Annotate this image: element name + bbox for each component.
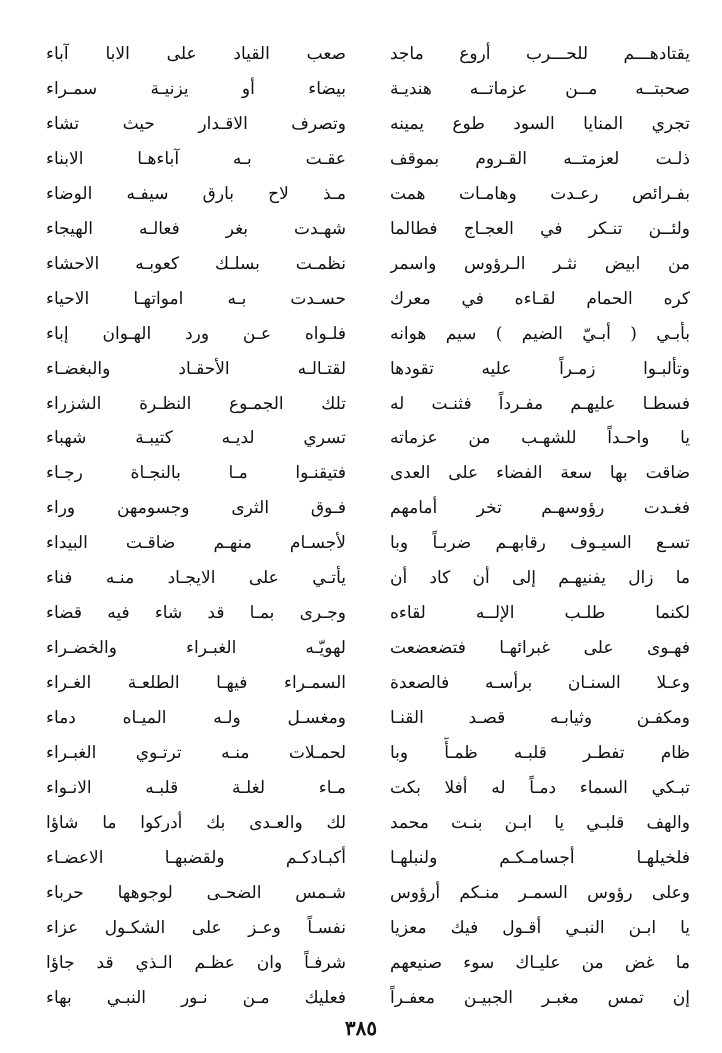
verse-first-hemistich: تجري المنايا السود طوع يمينه bbox=[390, 113, 690, 134]
verse-first-hemistich: ما غض من عليـاك سوء صنيعهم bbox=[390, 952, 690, 973]
verse-row bbox=[40, 108, 690, 140]
verse-row bbox=[40, 388, 690, 420]
verse-first-hemistich: وتألبـوا زمـراً عليه تقودها bbox=[390, 358, 690, 379]
verse-first-hemistich: لكنما طلـب الإلــه لقاءه bbox=[390, 603, 690, 624]
verse-row bbox=[40, 597, 690, 629]
verse-second-hemistich: مـاء لغلـة قلبـه الانـواء bbox=[46, 777, 346, 798]
verse-row bbox=[40, 807, 690, 839]
verse-row bbox=[40, 947, 690, 979]
verse-second-hemistich: السمـراء فيهـا الطلعـة الغـراء bbox=[46, 673, 346, 694]
verse-second-hemistich: وجـرى بمـا قد شاء فيه قضاء bbox=[46, 603, 346, 624]
verse-second-hemistich: يأتـي على الايجـاد منـه فناء bbox=[46, 568, 346, 589]
verse-row bbox=[40, 492, 690, 524]
verse-second-hemistich: شرفـاً وان عظـم الـذي قد جاؤا bbox=[46, 952, 346, 973]
verse-second-hemistich: لأجسـام منهـم ضاقـت البيداء bbox=[46, 533, 346, 554]
verse-row bbox=[40, 353, 690, 385]
verse-row bbox=[40, 38, 690, 70]
verse-first-hemistich: وعلى رؤوس السمـر منـكم أرؤوس bbox=[390, 882, 690, 903]
verse-first-hemistich: فسطـا عليهـم مفـرداً فثنـت له bbox=[390, 393, 690, 414]
verse-second-hemistich: لك والعـدى بك أدركوا ما شاؤا bbox=[46, 812, 346, 833]
verse-row bbox=[40, 422, 690, 454]
verse-second-hemistich: لحمـلات منـه ترتـوي الغبـراء bbox=[46, 743, 346, 763]
verse-second-hemistich: فـوق الثرى وجسومهن وراء bbox=[46, 498, 346, 519]
verse-second-hemistich: فلـواه عـن ورد الهـوان إباء bbox=[46, 323, 346, 344]
verse-first-hemistich: فهـوى على غبرائهـا فتضعضعت bbox=[390, 638, 690, 659]
verse-second-hemistich: مـذ لاح بارق سيفـه الوضاء bbox=[46, 183, 346, 204]
verse-row bbox=[40, 737, 690, 769]
verse-first-hemistich: ضاقت بها سعة الفضاء على العدى bbox=[390, 463, 690, 484]
verse-second-hemistich: صعب القياد على الابا آباء bbox=[46, 44, 346, 64]
verse-first-hemistich: تبـكي السماء دمـاً له أفلا بكت bbox=[390, 777, 690, 798]
verse-first-hemistich: بفـرائص رعـدت وهامـات همت bbox=[390, 183, 690, 204]
verse-row bbox=[40, 667, 690, 699]
verse-row bbox=[40, 143, 690, 175]
verse-second-hemistich: عقـت بـه آباءهـا الابناء bbox=[46, 148, 346, 169]
verse-first-hemistich: فغـدت رؤوسهـم تخر أمامهم bbox=[390, 498, 690, 519]
verse-second-hemistich: تسري لديـه كتيبـة شهباء bbox=[46, 428, 346, 449]
verse-first-hemistich: فلخيلهـا أجسامـكـم ولنبلهـا bbox=[390, 847, 690, 868]
verse-row bbox=[40, 457, 690, 489]
verse-row bbox=[40, 982, 690, 1014]
verse-first-hemistich: كره الحمام لقـاءه في معرك bbox=[390, 288, 690, 309]
verse-second-hemistich: وتصرف الاقـدار حيث تشاء bbox=[46, 113, 346, 134]
verse-second-hemistich: أكبـادكـم ولقضبهـا الاعضـاء bbox=[46, 847, 346, 868]
verse-first-hemistich: إن تمس مغبـر الجبيـن معفـراً bbox=[390, 987, 690, 1008]
verse-row bbox=[40, 842, 690, 874]
verse-row bbox=[40, 632, 690, 664]
verse-first-hemistich: ومكفـن وثيابـه قصـد القنـا bbox=[390, 708, 690, 729]
verse-second-hemistich: تلك الجمـوع النظـرة الشزراء bbox=[46, 393, 346, 414]
verse-first-hemistich: ولئــن تنـكر في العجـاج فطالما bbox=[390, 218, 690, 239]
page-number: ٣٨٥ bbox=[344, 1016, 378, 1040]
verse-first-hemistich: وعـلا السنـان برأسـه فالصعدة bbox=[390, 673, 690, 694]
verse-first-hemistich: يا ابـن النبـي أقـول فيك معزيا bbox=[390, 917, 690, 938]
verse-row bbox=[40, 318, 690, 350]
verse-first-hemistich: بأبـي ( أبـيّ الضيم ) سيم هوانه bbox=[390, 323, 690, 344]
verse-first-hemistich: تسـع السيـوف رقابهـم ضربـاً وبا bbox=[390, 533, 690, 554]
verse-first-hemistich: ظام تفطـر قلبـه ظمـأً وبا bbox=[390, 743, 690, 763]
verse-first-hemistich: صحبتــه مــن عزماتــه هنديـة bbox=[390, 78, 690, 99]
verse-second-hemistich: حسـدت بـه امواتهـا الاحياء bbox=[46, 288, 346, 309]
verse-first-hemistich: ذلـت لعزمتــه القـروم بموقف bbox=[390, 148, 690, 169]
verse-row bbox=[40, 562, 690, 594]
verse-second-hemistich: شهـدت بغر فعالـه الهيجاء bbox=[46, 218, 346, 239]
verse-first-hemistich: والهف قلبـي يا ابـن بنـت محمد bbox=[390, 812, 690, 833]
verse-second-hemistich: نفسـاً وعـز على الشكـول عزاء bbox=[46, 917, 346, 938]
verse-row bbox=[40, 248, 690, 280]
verse-second-hemistich: فعليك مـن نـور النبـي بهاء bbox=[46, 987, 346, 1008]
verse-row bbox=[40, 877, 690, 909]
verse-row bbox=[40, 912, 690, 944]
verse-second-hemistich: فتيقنـوا مـا بالنجـاة رجـاء bbox=[46, 463, 346, 484]
verse-row bbox=[40, 772, 690, 804]
verse-first-hemistich: يا واحـداً للشهـب من عزماته bbox=[390, 428, 690, 449]
verse-second-hemistich: لهويّـه الغبـراء والخضـراء bbox=[46, 638, 346, 659]
verse-row bbox=[40, 213, 690, 245]
verse-row bbox=[40, 178, 690, 210]
verse-second-hemistich: نظمـت بسلـك كعوبـه الاحشاء bbox=[46, 253, 346, 274]
verse-second-hemistich: لقتـالـه الأحقـاد والبغضـاء bbox=[46, 358, 346, 379]
verse-first-hemistich: يقتادهـــم للحـــرب أروع ماجد bbox=[390, 44, 690, 64]
verse-second-hemistich: شـمس الضحـى لوجوهها حرباء bbox=[46, 882, 346, 903]
verse-first-hemistich: ما زال يفنيهـم إلى أن كاد أن bbox=[390, 568, 690, 589]
verse-second-hemistich: بيضاء أو يزنيـة سمـراء bbox=[46, 78, 346, 99]
verse-row bbox=[40, 73, 690, 105]
verse-row bbox=[40, 527, 690, 559]
verse-first-hemistich: من ابيض نثـر الـرؤوس واسمر bbox=[390, 253, 690, 274]
verse-second-hemistich: ومغسـل ولـه الميـاه دماء bbox=[46, 708, 346, 729]
verse-row bbox=[40, 702, 690, 734]
verse-row bbox=[40, 283, 690, 315]
